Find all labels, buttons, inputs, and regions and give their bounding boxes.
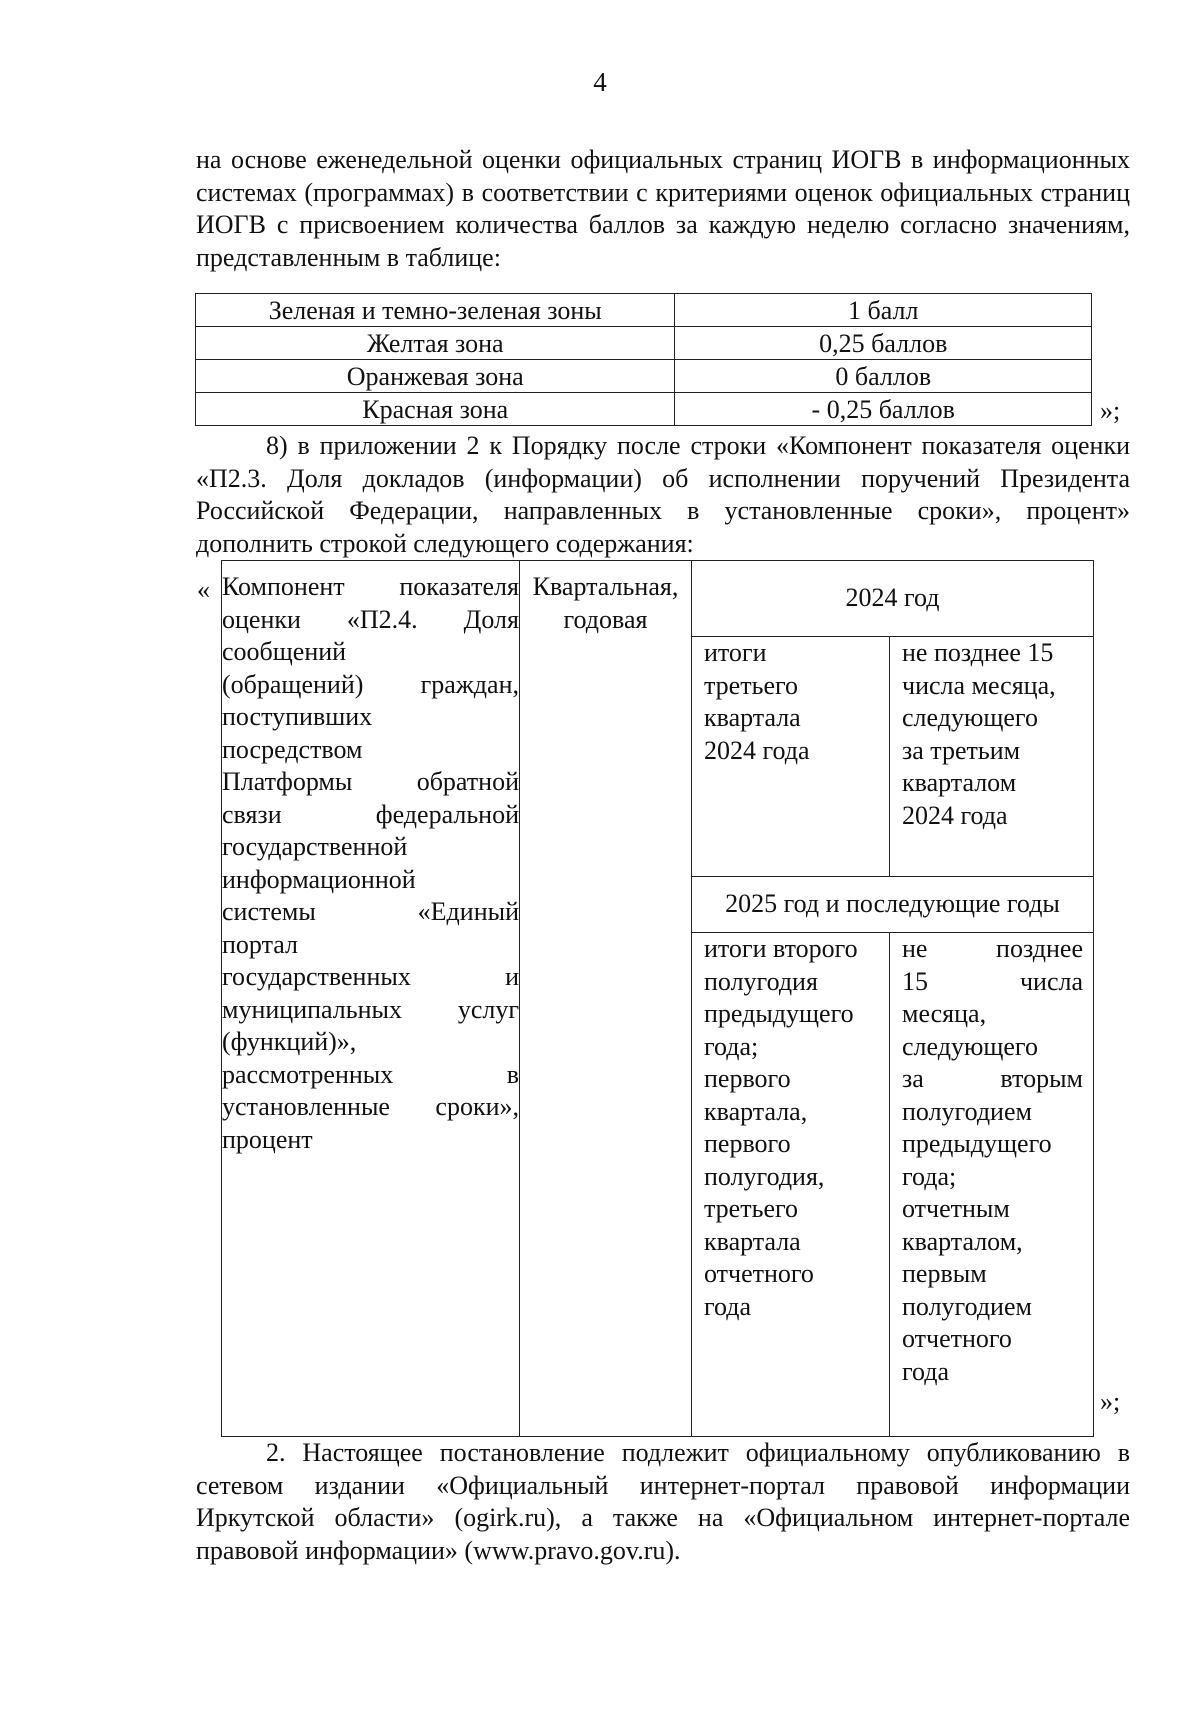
page-number: 4 <box>593 67 607 97</box>
scores-table-close-quote: »; <box>1100 396 1121 425</box>
year-2025-period-cell: итоги второго полугодия предыдущего года; первого квартала, первого полугодия, третьего квартала отчетного года <box>692 933 890 1437</box>
score-cell: 0 баллов <box>675 360 1092 393</box>
zone-cell: Красная зона <box>196 393 675 426</box>
table-row <box>196 327 1092 360</box>
scores-table <box>195 293 1092 426</box>
year-2024-header: 2024 год <box>692 561 1094 637</box>
table-row <box>196 294 1092 327</box>
zone-cell: Оранжевая зона <box>196 360 675 393</box>
table-row <box>196 360 1092 393</box>
year-2024-period-cell: итоги третьего квартала 2024 года <box>692 637 890 877</box>
zone-cell: Желтая зона <box>196 327 675 360</box>
year-2025-deadline-cell: не позднее 15 числа месяца, следующего за вторым полугодием предыдущего года; отчетным кварталом, первым полугодием отчетного года <box>890 933 1094 1437</box>
intro-paragraph: на основе еженедельной оценки официальных страниц ИОГВ в информационных системах (программах) в соответствии с критериями оценок официальных страниц ИОГВ с присвоением количества баллов за каждую неделю согласно значениям, представленным в таблице: <box>196 145 1130 272</box>
intro-paragraph-block <box>196 144 1130 274</box>
periodicity-cell: Квартальная, годовая <box>520 561 692 1437</box>
year-2024-deadline-cell: не позднее 15 числа месяца, следующего за третьим кварталом 2024 года <box>890 637 1094 877</box>
table-row <box>222 561 1094 637</box>
year-2025-header: 2025 год и последующие годы <box>692 877 1094 933</box>
kpi-table-open-quote: « <box>197 575 210 604</box>
component-cell: Компонент показателя оценки «П2.4. Доля сообщений (обращений) граждан, поступивших посредством Платформы обратной связи федеральной государственной информационной системы «Единый портал государственных и муниципальных услуг (функций)», рассмотренных в установленные сроки», процент <box>222 561 520 1437</box>
score-cell: 1 балл <box>675 294 1092 327</box>
table-row <box>196 393 1092 426</box>
score-cell: - 0,25 баллов <box>675 393 1092 426</box>
item8-paragraph: 8) в приложении 2 к Порядку после строки «Компонент показателя оценки «П2.3. Доля докладов (информации) об исполнении поручений Президента Российской Федерации, направленных в установленные сроки», процент» дополнить строкой следующего содержания: <box>196 431 1130 558</box>
item2-paragraph-block <box>196 1437 1130 1567</box>
item8-paragraph-block <box>196 430 1130 560</box>
score-cell: 0,25 баллов <box>675 327 1092 360</box>
item2-paragraph: 2. Настоящее постановление подлежит официальному опубликованию в сетевом издании «Официальный интернет-портал правовой информации Иркутской области» (ogirk.ru), а также на «Официальном интернет-портале правовой информации» (www.pravo.gov.ru). <box>196 1438 1130 1565</box>
kpi-table <box>221 560 1094 1437</box>
kpi-table-close-quote: »; <box>1100 1387 1121 1416</box>
zone-cell: Зеленая и темно-зеленая зоны <box>196 294 675 327</box>
